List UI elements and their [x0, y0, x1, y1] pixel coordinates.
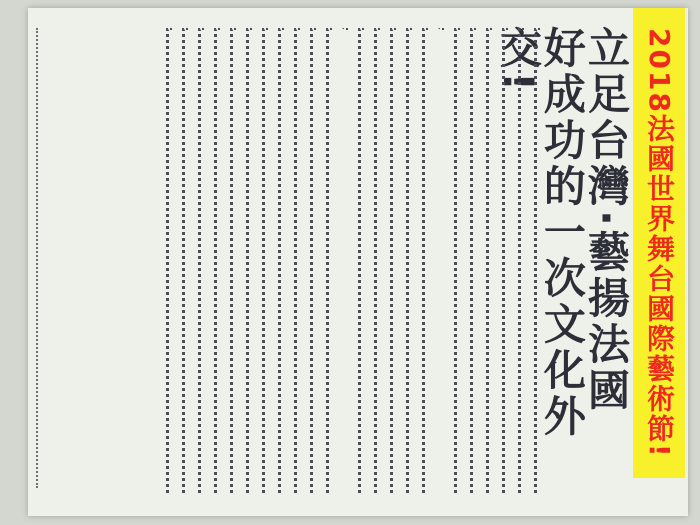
text-column	[259, 28, 268, 493]
festival-banner	[633, 8, 685, 478]
text-column	[403, 28, 412, 493]
text-column	[531, 28, 540, 493]
document-page	[28, 8, 688, 516]
article-title: 立足台灣·藝揚法國 好成功的一次文化外交!	[493, 26, 631, 460]
text-column	[451, 28, 460, 493]
text-column	[339, 28, 348, 493]
text-column	[483, 28, 492, 493]
text-column	[467, 28, 476, 493]
text-column	[291, 28, 300, 493]
banner-headline: 2018法國世界舞台國際藝術節!	[643, 27, 676, 459]
text-column	[387, 28, 396, 493]
text-column	[195, 28, 204, 493]
text-column	[163, 28, 172, 493]
text-column	[323, 28, 332, 493]
text-column	[419, 28, 428, 493]
text-column	[179, 28, 188, 493]
text-column	[227, 28, 236, 493]
text-column	[355, 28, 364, 493]
text-column	[307, 28, 316, 493]
text-column	[499, 28, 508, 493]
text-column	[243, 28, 252, 493]
text-column	[515, 28, 524, 493]
text-column	[211, 28, 220, 493]
text-column	[371, 28, 380, 493]
article-body	[118, 28, 540, 493]
page-footer	[36, 28, 56, 488]
text-column	[275, 28, 284, 493]
text-column	[435, 28, 444, 493]
